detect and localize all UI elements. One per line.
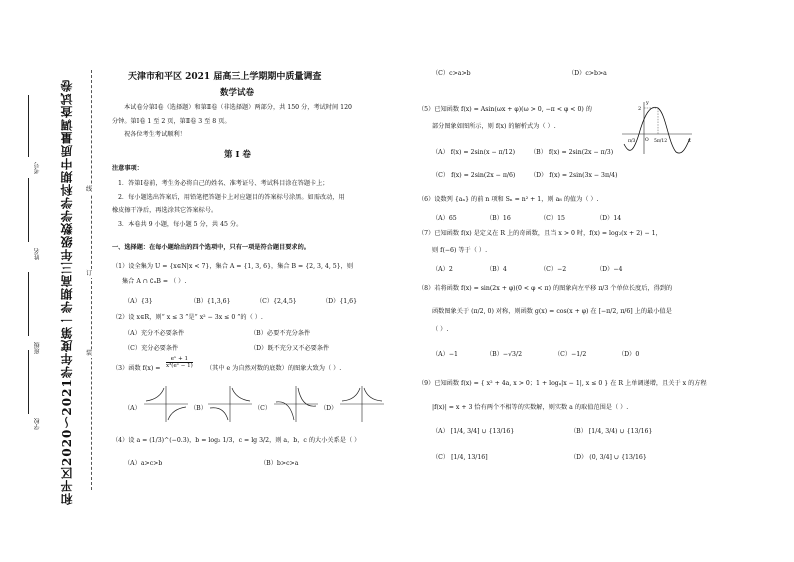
q5-option-a[interactable]: （A） f(x) = 2sin(x − π/12) (432, 149, 516, 156)
q8-stem-1: （8）若将函数 f(x) = sin(2x + φ)(0 < φ < π) 的图象向左平移 π/3 个单位长度后，得到的 (418, 285, 673, 292)
q5-y-label: y (646, 100, 649, 106)
notes-title: 注意事项： (112, 165, 143, 172)
q1-option-a[interactable]: （A）{3} (124, 298, 153, 305)
q7-stem-2: 则 f(−6) 等于（ ）. (432, 247, 488, 254)
q5-sine-graph (620, 98, 694, 156)
q8-stem-2: 函数图象关于 (π/2, 0) 对称，则函数 g(x) = cos(x + φ) 在 [−π/2, π/6] 上的最小值是 (432, 308, 672, 315)
q8-option-a[interactable]: （A）−1 (432, 351, 458, 358)
q4-option-c[interactable]: （C）c>a>b (432, 70, 471, 77)
q7-option-d[interactable]: （D）−4 (596, 266, 623, 273)
q8-stem-3: （ ）. (432, 326, 449, 333)
sidebar-underline-school (28, 350, 29, 414)
exam-subtitle: 数学试卷 (220, 88, 255, 98)
binding-mark-order: 订 (86, 270, 93, 277)
q5-x-label: x (688, 138, 691, 144)
q5-origin: O (645, 138, 649, 143)
q6-stem: （6）设数列 {aₙ} 的前 n 项和 Sₙ = n² + 1，则 a₈ 的值为（ ）. (418, 196, 599, 203)
q2-option-d[interactable]: （D）既不充分又不必要条件 (250, 345, 330, 352)
q5-option-c[interactable]: （C） f(x) = 2sin(2x − π/6) (432, 172, 516, 179)
q3-stem-post: （其中 e 为自然对数的底数）的图象大致为（ ）. (206, 365, 342, 372)
section-title: 第 Ⅰ 卷 (224, 150, 251, 160)
q5-tick-2: 5π/12 (654, 139, 668, 144)
q2-option-a[interactable]: （A）充分不必要条件 (124, 330, 185, 337)
q3-graph-d (338, 384, 386, 424)
q1-option-d[interactable]: （D）{1,6} (322, 298, 358, 305)
q1-option-b[interactable]: （B）{1,3,6} (190, 298, 231, 305)
q9-option-d[interactable]: （D） (0, 3/4] ∪ {13/16} (570, 454, 647, 461)
q1-option-c[interactable]: （C）{2,4,5} (256, 298, 297, 305)
q6-option-c[interactable]: （C）15 (540, 215, 565, 222)
q6-option-d[interactable]: （D）14 (596, 215, 622, 222)
sidebar-underline-name (28, 178, 29, 242)
sidebar-title: 和平区2020～2021学年度第一学期高三年级数学学科期中质量调查试卷 (60, 79, 74, 505)
note-3: 橡皮擦干净后，再选涂其它答案标号。 (112, 207, 218, 214)
note-4: 3．本卷共 9 小题，每小题 5 分，共 45 分。 (118, 221, 243, 228)
q3-option-c[interactable]: （C） (254, 405, 272, 412)
q9-option-c[interactable]: （C） [1/4, 13/16] (432, 454, 488, 461)
q1-stem-2: 集合 A ∩ ∁ᵤB = （ ）. (122, 278, 187, 285)
binding-dashed-line (91, 70, 92, 490)
q3-numerator: eˣ + 1 (166, 356, 193, 363)
note-1: 1．答第Ⅰ卷前，考生务必将自己的姓名、准考证号、考试科目涂在答题卡上； (118, 180, 329, 187)
q6-option-b[interactable]: （B）16 (486, 215, 511, 222)
q5-stem-1: （5）已知函数 f(x) = Asin(ωx + φ)(ω > 0, −π < φ < 0) 的 (418, 106, 592, 113)
intro-line-2: 分钟。第Ⅰ卷 1 至 2 页，第Ⅱ卷 3 至 8 页。 (112, 118, 231, 125)
q6-option-a[interactable]: （A）65 (432, 215, 457, 222)
q4-stem: （4）设 a = (1/3)^(−0.3)，b = log₂ 1/3，c = lg 3/2，则 a，b，c 的大小关系是（ ） (112, 437, 361, 444)
q7-stem-1: （7）已知函数 f(x) 是定义在 R 上的奇函数，且当 x > 0 时，f(x) = log₂(x + 2) − 1， (418, 230, 662, 237)
q5-tick-1: π/3 (628, 139, 636, 144)
q5-stem-2: 部分图象如图所示，则 f(x) 的解析式为（ ）. (432, 123, 556, 130)
q3-denominator: x³(eˣ − 1) (166, 363, 193, 369)
q7-option-b[interactable]: （B）4 (486, 266, 507, 273)
q3-graph-a (142, 384, 190, 424)
q9-stem-2: |f(x)| = x + 3 恰有两个不相等的实数解，则实数 a 的取值范围是（ ）. (432, 404, 629, 411)
q9-option-b[interactable]: （B） [1/4, 3/4) ∪ {13/16} (570, 428, 653, 435)
sidebar-label-school: 学校 (34, 418, 41, 430)
binding-mark-bind: 装 (86, 350, 93, 357)
q2-option-b[interactable]: （B）必要不充分条件 (250, 330, 311, 337)
q4-option-d[interactable]: （D）c>b>a (568, 70, 607, 77)
q7-option-c[interactable]: （C）−2 (540, 266, 567, 273)
binding-mark-line: 线 (86, 186, 93, 193)
q9-stem-1: （9）已知函数 f(x) = { x² + 4a, x > 0；1 + logₐ|x − 1|, x ≤ 0 } 在 R 上单调递增，且关于 x 的方程 (418, 380, 707, 387)
note-2: 2．每小题选出答案后，用铅笔把答题卡上对应题目的答案标号涂黑。如需改动，用 (118, 194, 345, 201)
q2-stem: （2）设 x∈R，则“ x ≤ 3 ”是“ x² − 3x ≤ 0 ”的（ ）. (112, 314, 263, 321)
q3-graph-c (272, 384, 320, 424)
q3-graph-b (206, 384, 254, 424)
q3-stem-pre: （3）函数 f(x) = (112, 365, 161, 372)
sidebar-underline-number (28, 95, 29, 157)
sidebar-label-name: 姓名 (34, 248, 41, 260)
q5-option-b[interactable]: （B） f(x) = 2sin(2x − π/3) (530, 149, 614, 156)
q4-option-b[interactable]: （B）b>c>a (260, 460, 299, 467)
q3-fraction (166, 356, 193, 369)
q3-option-d[interactable]: （D） (320, 405, 338, 412)
exam-title: 天津市和平区 2021 届高三上学期期中质量调查 (128, 72, 322, 82)
q1-stem-1: （1）设全集为 U = {x∈N|x < 7}，集合 A = {1, 3, 6}，集合 B = {2, 3, 4, 5}，则 (112, 263, 354, 270)
sidebar-underline-class (28, 272, 29, 336)
intro-line-1: 本试卷分第Ⅰ卷（选择题）和第Ⅱ卷（非选择题）两部分，共 150 分，考试时间 120 (124, 104, 352, 111)
part-title: 一、选择题：在每小题给出的四个选项中，只有一项是符合题目要求的。 (112, 244, 310, 251)
q5-max-label: 2 (638, 106, 642, 112)
q8-option-d[interactable]: （D）0 (618, 351, 640, 358)
q3-option-b[interactable]: （B） (190, 405, 207, 412)
q8-option-b[interactable]: （B）−√3/2 (486, 351, 523, 358)
intro-line-3: 祝各位考生考试顺利！ (124, 131, 186, 138)
q4-option-a[interactable]: （A）a>c>b (124, 460, 163, 467)
q2-option-c[interactable]: （C）充分必要条件 (124, 345, 179, 352)
q8-option-c[interactable]: （C）−1/2 (554, 351, 587, 358)
sidebar-label-number: 考号 (34, 162, 41, 174)
q3-option-a[interactable]: （A） (124, 405, 141, 412)
q9-option-a[interactable]: （A） [1/4, 3/4] ∪ {13/16} (432, 428, 515, 435)
q7-option-a[interactable]: （A）2 (432, 266, 453, 273)
sidebar-label-class: 班级 (34, 342, 41, 354)
q5-option-d[interactable]: （D） f(x) = 2sin(3x − 3π/4) (530, 172, 618, 179)
